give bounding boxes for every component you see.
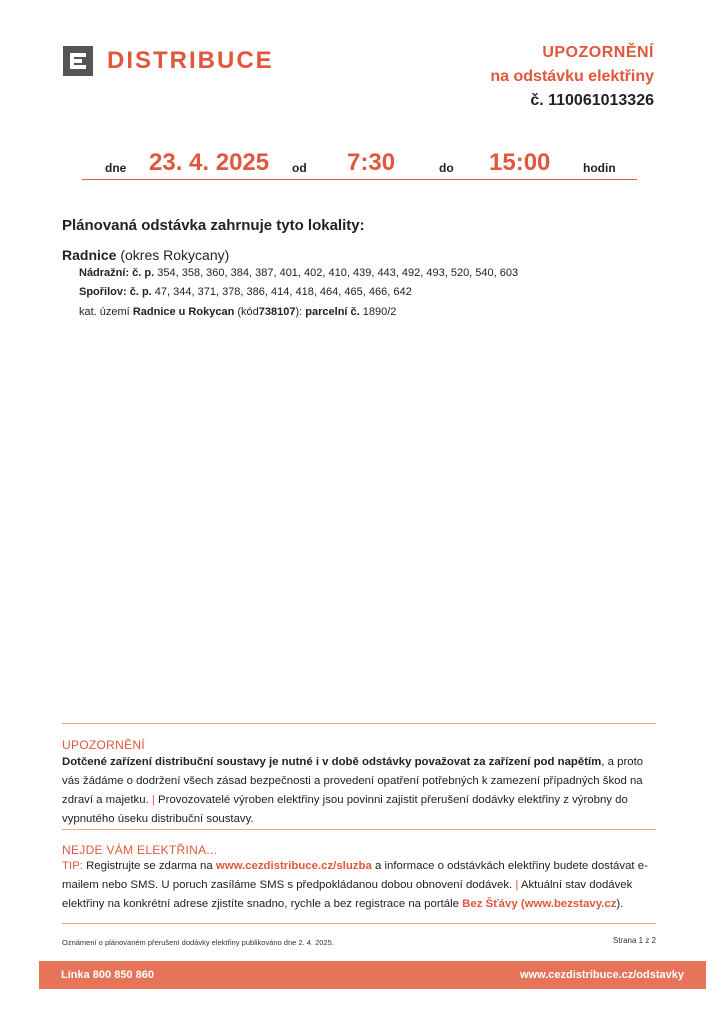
notice-subtitle: na odstávku elektřiny	[490, 68, 654, 85]
publication-note: Oznámení o plánovaném přerušení dodávky elektřiny publikováno dne 2. 4. 2025.	[62, 938, 334, 947]
from-label: od	[292, 161, 307, 175]
paren-open: (	[520, 898, 525, 910]
divider	[62, 829, 656, 830]
info-title: NEJDE VÁM ELEKTŘINA...	[62, 843, 218, 857]
notice-title: UPOZORNĚNÍ	[542, 44, 654, 61]
outage-schedule	[82, 148, 637, 180]
street-name: Nádražní: č. p.	[79, 267, 155, 279]
cez-logo-icon	[63, 46, 93, 76]
date-label: dne	[105, 161, 127, 175]
hotline-number[interactable]: Linka 800 850 860	[61, 969, 154, 981]
paren-close: ).	[616, 898, 624, 910]
town-district: (okres Rokycany)	[120, 247, 230, 263]
street-numbers: 354, 358, 360, 384, 387, 401, 402, 410, 439, 443, 492, 493, 520, 540, 603	[157, 267, 519, 279]
street-name: Spořilov: č. p.	[79, 286, 152, 298]
company-logo	[63, 46, 274, 76]
outage-end-time: 15:00	[489, 149, 551, 176]
cadastral-code-close: ):	[295, 306, 303, 318]
notice-header	[490, 44, 654, 110]
cadastral-line	[79, 306, 396, 318]
portal-name: Bez Šťávy	[462, 898, 518, 910]
town-line	[62, 247, 229, 263]
hours-label: hodin	[583, 161, 616, 175]
cadastral-code: 738107	[258, 306, 296, 318]
page-number: Strana 1 z 2	[612, 936, 656, 945]
info-text-3: Aktuální stav dodávek elektřiny na konkrétní adrese zjistíte snadno, rychle a bez registrace na portále	[62, 879, 633, 910]
cadastral-area: Radnice u Rokycan	[132, 306, 235, 318]
outage-date: 23. 4. 2025	[149, 149, 270, 176]
street-line	[79, 286, 412, 298]
warning-text-1: , a proto vás žádáme o dodržení všech zásad bezpečnosti a provedení opatření potřebných k zamezení případných škod na zdraví a majetku.	[62, 756, 644, 806]
separator: |	[515, 879, 519, 891]
separator: |	[151, 794, 155, 806]
locations-heading: Plánovaná odstávka zahrnuje tyto lokality:	[62, 217, 365, 234]
info-text-2: a informace o odstávkách elektřiny budete dostávat e-mailem nebo SMS. U poruch zasíláme SMS s předpokládanou dobou obnovení dodávek.	[62, 860, 648, 891]
footer-bar	[39, 961, 706, 989]
brand-name: DISTRIBUCE	[107, 47, 274, 74]
registration-link[interactable]: www.cezdistribuce.cz/sluzba	[215, 860, 372, 872]
to-label: do	[439, 161, 454, 175]
parcel-label: parcelní č.	[305, 306, 360, 318]
divider	[62, 923, 656, 924]
cadastral-code-label: (kód	[237, 306, 259, 318]
outage-start-time: 7:30	[347, 149, 396, 176]
info-text-1: Registrujte se zdarma na	[86, 860, 213, 872]
outages-website-link[interactable]: www.cezdistribuce.cz/odstavky	[519, 969, 684, 981]
tip-label: TIP:	[62, 860, 83, 872]
bezstavy-link[interactable]: www.bezstavy.cz	[524, 898, 617, 910]
divider	[62, 723, 656, 724]
warning-text	[62, 753, 660, 829]
cadastral-prefix: kat. území	[79, 306, 130, 318]
town-name: Radnice	[62, 247, 117, 263]
warning-title: UPOZORNĚNÍ	[62, 738, 146, 752]
street-numbers: 47, 344, 371, 378, 386, 414, 418, 464, 465, 466, 642	[154, 286, 412, 298]
street-line	[79, 267, 518, 279]
warning-text-2: Provozovatelé výroben elektřiny jsou povinni zajistit přerušení dodávky elektřiny z výrobny do vypnutého úseku distribuční soustavy.	[62, 794, 628, 825]
info-text	[62, 857, 660, 914]
notice-number: č. 110061013326	[530, 92, 654, 109]
parcel-number: 1890/2	[362, 306, 397, 318]
warning-bold-text: Dotčené zařízení distribuční soustavy je nutné i v době odstávky považovat za zařízení pod napětím	[62, 756, 602, 768]
